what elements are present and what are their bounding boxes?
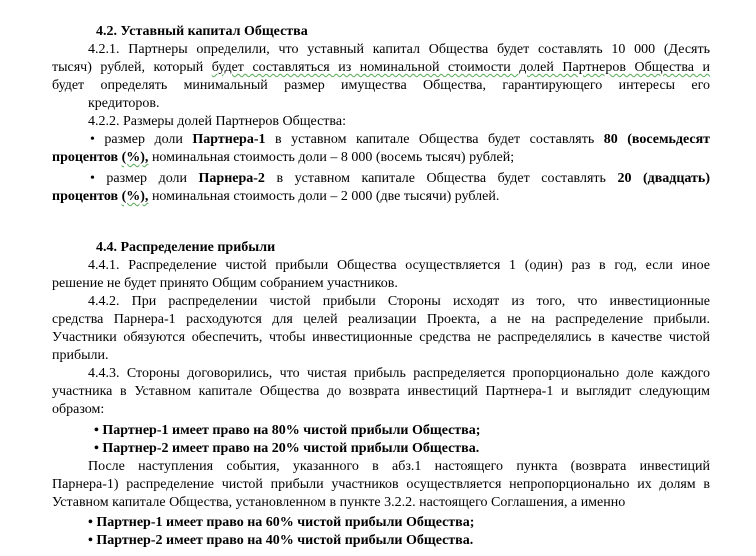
- after-line3: Уставном капитале Общества, установленном в пункте 3.2.2. настоящего Соглашения, а именно: [52, 495, 626, 510]
- p442-line1: 4.4.2. При распределении чистой прибыли Стороны исходят из того, что инвестиционные: [88, 294, 710, 309]
- p443-line1: 4.4.3. Стороны договорились, что чистая прибыль распределяется пропорционально доле каждого: [88, 366, 710, 381]
- section-4-4-title: 4.4. Распределение прибыли: [96, 240, 276, 255]
- p443-line3: образом:: [52, 402, 105, 417]
- p421-line2: тысяч) рублей, который будет составляться из номинальной стоимости долей Партнеров Общества и: [52, 60, 711, 75]
- p422-text: 4.2.2. Размеры долей Партнеров Общества:: [88, 114, 346, 129]
- bullet1-line2: процентов (%), номинальная стоимость доли – 8 000 (восемь тысяч) рублей;: [52, 150, 515, 165]
- p442-line3: Участники обязуются обеспечить, чтобы инвестиционные средства не распределялись в качестве чистой: [52, 330, 710, 345]
- p421-line3: будет определять минимальный размер имущества Общества, гарантирующего интересы его: [52, 78, 710, 93]
- bullet2-line2: процентов (%), номинальная стоимость доли – 2 000 (две тысячи) рублей.: [52, 189, 500, 204]
- bullet1-line1: • размер доли Партнера-1 в уставном капитале Общества будет составлять 80 (восемьдесят: [90, 132, 711, 147]
- profit-bullet-4: • Партнер-2 имеет право на 40% чистой прибыли Общества.: [88, 533, 474, 548]
- p441-line1: 4.4.1. Распределение чистой прибыли Общества осуществляется 1 (один) раз в год, если иное: [88, 258, 710, 273]
- p443-line2: участника в Уставном капитале Общества до возврата инвестиций Партнера-1 и выглядит следующим: [52, 384, 710, 399]
- grammar-underline: будет составляться из номинальной стоимости долей Партнеров Общества и: [211, 60, 711, 75]
- p421-line1: 4.2.1. Партнеры определили, что уставный капитал Общества будет составлять 10 000 (Десять: [88, 42, 710, 57]
- profit-bullet-1: • Партнер-1 имеет право на 80% чистой прибыли Общества;: [94, 423, 481, 438]
- section-4-2-title: 4.2. Уставный капитал Общества: [96, 24, 308, 39]
- p421-line4: кредиторов.: [88, 96, 160, 111]
- profit-bullet-2: • Партнер-2 имеет право на 20% чистой прибыли Общества.: [94, 441, 480, 456]
- p442-line4: прибыли.: [52, 348, 109, 363]
- after-line1: После наступления события, указанного в абз.1 настоящего пункта (возврата инвестиций: [88, 459, 710, 474]
- profit-bullet-3: • Партнер-1 имеет право на 60% чистой прибыли Общества;: [88, 515, 475, 530]
- bullet2-line1: • размер доли Парнера-2 в уставном капитале Общества будет составлять 20 (двадцать): [90, 171, 710, 186]
- after-line2: Парнера-1) распределение чистой прибыли участников осуществляется непропорционально их долям в: [52, 477, 710, 492]
- p442-line2: средства Парнера-1 расходуются для целей реализации Проекта, а не на распределение прибыли.: [52, 312, 710, 327]
- p441-line2: решение не будет принято Общим собранием участников.: [52, 276, 398, 291]
